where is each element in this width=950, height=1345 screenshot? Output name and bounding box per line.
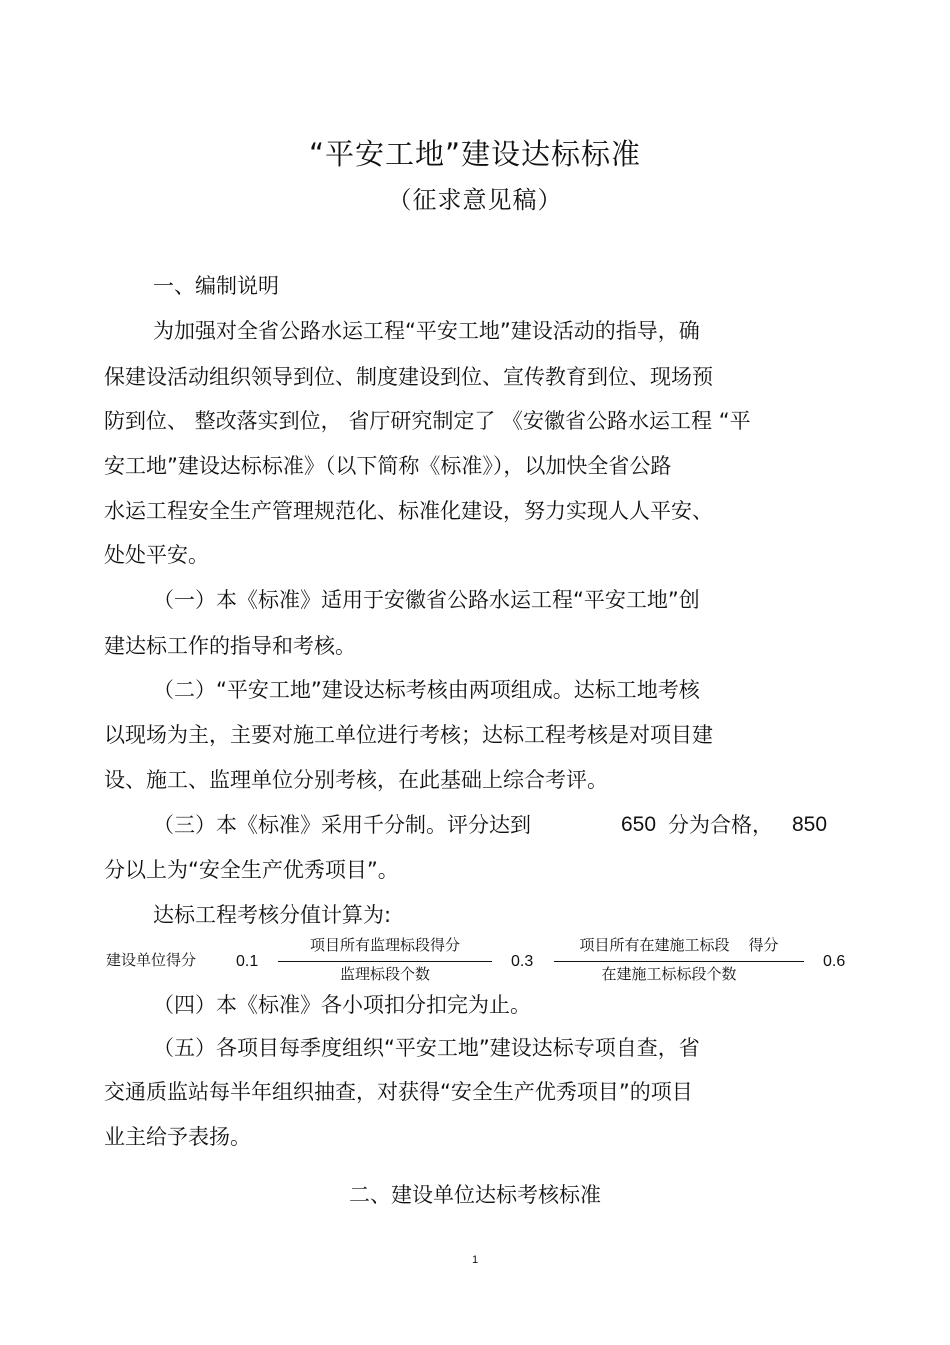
formula-coef-2: 0.3 (511, 953, 534, 970)
document-subtitle: （征求意见稿） (387, 186, 563, 214)
intro-line: 处处平安。 (104, 543, 209, 567)
item-3-score-pass: 650 (621, 813, 657, 836)
intro-line: 水运工程安全生产管理规范化、标准化建设，努力实现人人平安、 (104, 499, 713, 523)
formula-frac2-denominator: 在建施工标标段个数 (601, 965, 737, 983)
item-5-line: 交通质监站每半年组织抽查，对获得“安全生产优秀项目”的项目 (104, 1080, 693, 1104)
item-5-line: （五）各项目每季度组织“平安工地”建设达标专项自查，省 (153, 1036, 700, 1060)
item-4: （四）本《标准》各小项扣分扣完为止。 (153, 993, 531, 1017)
formula-frac1-numerator: 项目所有监理标段得分 (309, 936, 460, 954)
formula-frac2-numerator: 项目所有在建施工标段 得分 (579, 936, 779, 954)
section-heading-2: 二、建设单位达标考核标准 (349, 1183, 601, 1207)
item-1-line: 建达标工作的指导和考核。 (104, 634, 356, 658)
item-1-line: （一）本《标准》适用于安徽省公路水运工程“平安工地”创 (153, 588, 700, 612)
item-2-line: （二）“平安工地”建设达标考核由两项组成。达标工地考核 (153, 678, 700, 702)
item-5-line: 业主给予表扬。 (104, 1125, 251, 1149)
intro-line: 为加强对全省公路水运工程“平安工地”建设活动的指导，确 (153, 319, 700, 343)
formula-frac2-bar (554, 961, 804, 962)
item-2-line: 以现场为主，主要对施工单位进行考核；达标工程考核是对项目建 (104, 723, 713, 747)
formula-coef-1: 0.1 (236, 953, 259, 970)
formula-frac1-denominator: 监理标段个数 (339, 965, 430, 983)
section-heading-1: 一、编制说明 (153, 274, 279, 298)
item-3-middle: 分为合格， (668, 813, 773, 837)
item-3-score-excellent: 850 (792, 813, 828, 836)
item-3-prefix: （三）本《标准》采用千分制。评分达到 (153, 813, 531, 837)
intro-line: 保建设活动组织领导到位、制度建设到位、宣传教育到位、现场预 (104, 365, 713, 389)
formula-term-builder: 建设单位得分 (106, 951, 197, 969)
page-number: 1 (471, 1254, 479, 1266)
intro-line: 防到位、 整改落实到位， 省厅研究制定了 《安徽省公路水运工程 “平 (104, 409, 751, 433)
formula-heading: 达标工程考核分值计算为: (153, 903, 392, 927)
formula-frac1-bar (278, 961, 492, 962)
document-title: “平安工地”建设达标标准 (308, 137, 642, 171)
intro-line: 安工地”建设达标标准》（以下简称《标准》），以加快全省公路 (104, 454, 672, 478)
formula-coef-3: 0.6 (823, 953, 846, 970)
item-3-line-2: 分以上为“安全生产优秀项目”。 (104, 858, 399, 882)
item-2-line: 设、施工、监理单位分别考核，在此基础上综合考评。 (104, 768, 608, 792)
